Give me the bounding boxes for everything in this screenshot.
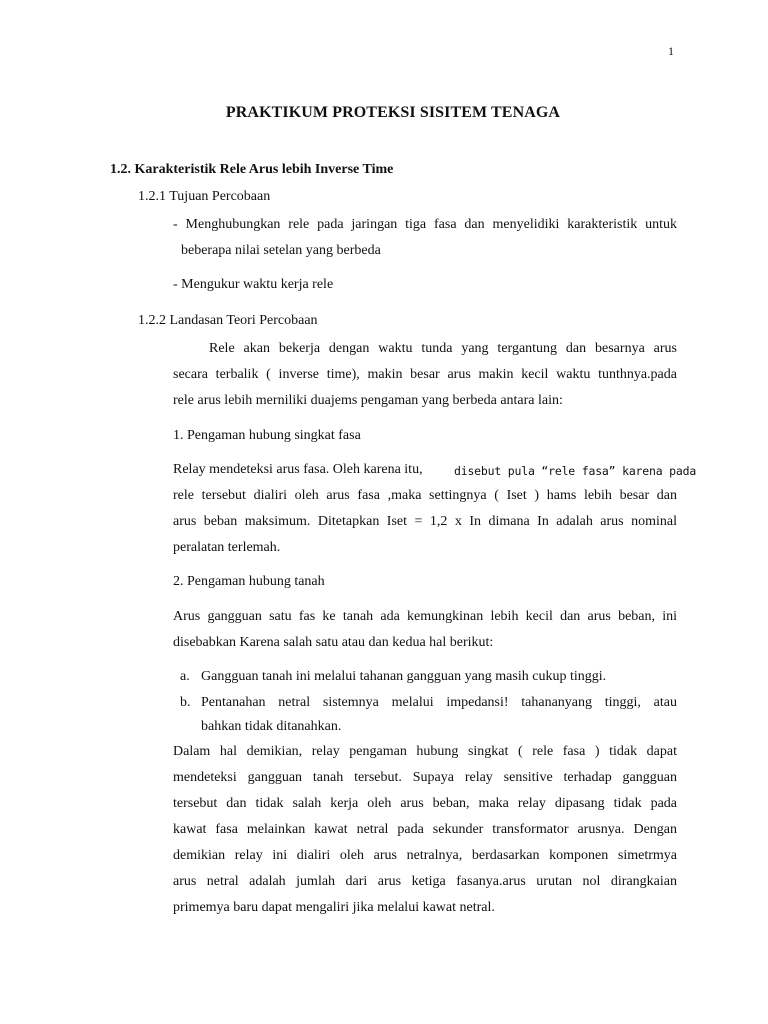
tujuan-item-1-line-2: beberapa nilai setelan yang berbeda (181, 243, 381, 258)
point-2-line-2: disebabkan Karena salah satu atau dan kedua hal berikut: (173, 635, 494, 650)
final-paragraph-line-5: demikian relay ini dialiri oleh arus netralnya, berdasarkan komponen simetrmya (173, 848, 677, 863)
list-item-a-label: a. (180, 669, 190, 684)
document-title: PRAKTIKUM PROTEKSI SISITEM TENAGA (225, 104, 561, 121)
tujuan-item-2: - Mengukur waktu kerja rele (173, 277, 334, 292)
section-heading: 1.2. Karakteristik Rele Arus lebih Inverse Time (110, 162, 394, 177)
point-1-line-1-b: disebut pula “rele fasa” karena pada (454, 464, 697, 478)
point-1-line-2: rele tersebut dialiri oleh arus fasa ,maka settingnya ( Iset ) hams lebih besar dan (173, 488, 677, 503)
page-number: 1 (668, 44, 674, 58)
point-2-heading: 2. Pengaman hubung tanah (173, 574, 325, 589)
subsection-heading-tujuan: 1.2.1 Tujuan Percobaan (138, 189, 271, 204)
list-item-a-text: Gangguan tanah ini melalui tahanan gangguan yang masih cukup tinggi. (201, 669, 607, 684)
list-item-b-label: b. (180, 695, 191, 710)
point-1-line-1-a: Relay mendeteksi arus fasa. Oleh karena itu, (173, 462, 423, 477)
point-1-line-4: peralatan terlemah. (173, 540, 281, 555)
point-1-heading: 1. Pengaman hubung singkat fasa (173, 428, 361, 443)
point-2-line-1: Arus gangguan satu fas ke tanah ada kemungkinan lebih kecil dan arus beban, ini (173, 609, 677, 624)
final-paragraph-line-7: primemya baru dapat mengaliri jika melalui kawat netral. (173, 900, 495, 915)
list-item-b-line-2: bahkan tidak ditanahkan. (201, 719, 342, 734)
landasan-intro-line-2: secara terbalik ( inverse time), makin besar arus makin kecil waktu tunthnya.pada (173, 367, 677, 382)
landasan-intro-line-1: Rele akan bekerja dengan waktu tunda yang tergantung dan besarnya arus (209, 341, 677, 356)
final-paragraph-line-4: kawat fasa melainkan kawat netral pada sekunder transformator arusnya. Dengan (173, 822, 677, 837)
landasan-intro-line-3: rele arus lebih merniliki duajems pengaman yang berbeda antara lain: (173, 393, 563, 408)
list-item-b-line-1: Pentanahan netral sistemnya melalui impedansi! tahananyang tinggi, atau (201, 695, 677, 710)
subsection-heading-landasan: 1.2.2 Landasan Teori Percobaan (138, 313, 318, 328)
final-paragraph-line-3: tersebut dan tidak salah kerja oleh arus beban, maka relay dipasang tidak pada (173, 796, 677, 811)
tujuan-item-1-line-1: - Menghubungkan rele pada jaringan tiga fasa dan menyelidiki karakteristik untuk (173, 217, 677, 232)
final-paragraph-line-2: mendeteksi gangguan tanah tersebut. Supaya relay sensitive terhadap gangguan (173, 770, 677, 785)
point-1-line-3: arus beban maksimum. Ditetapkan Iset = 1,2 x In dimana In adalah arus nominal (173, 514, 677, 529)
final-paragraph-line-1: Dalam hal demikian, relay pengaman hubung singkat ( rele fasa ) tidak dapat (173, 744, 677, 759)
final-paragraph-line-6: arus netral adalah jumlah dari arus ketiga fasanya.arus urutan nol dirangkaian (173, 874, 677, 889)
